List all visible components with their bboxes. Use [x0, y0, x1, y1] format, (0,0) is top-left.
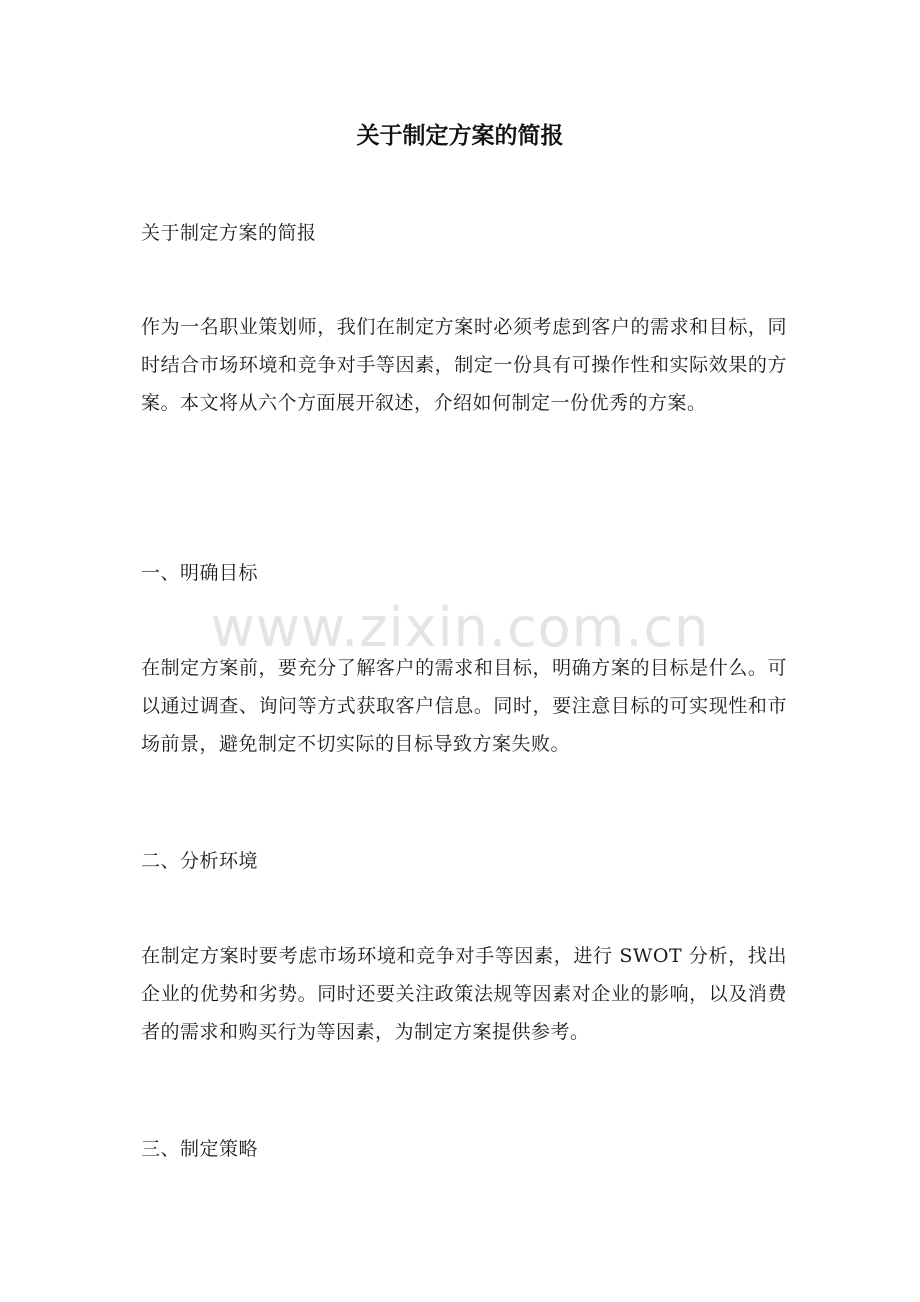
- section-heading-environment: 二、分析环境: [141, 850, 259, 872]
- intro-paragraph: 作为一名职业策划师，我们在制定方案时必须考虑到客户的需求和目标，同时结合市场环境和竞争对手等因素，制定一份具有可操作性和实际效果的方案。本文将从六个方面展开叙述，介绍如何制定一份优秀的方案。: [141, 316, 787, 414]
- section-body-goals: 在制定方案前，要充分了解客户的需求和目标，明确方案的目标是什么。可以通过调查、询问等方式获取客户信息。同时，要注意目标的可实现性和市场前景，避免制定不切实际的目标导致方案失败。: [141, 657, 787, 755]
- watermark: www.zixin.com.cn: [210, 596, 710, 659]
- section-heading-strategy: 三、制定策略: [141, 1138, 259, 1160]
- section-heading-goals: 一、明确目标: [141, 562, 259, 584]
- document-subtitle: 关于制定方案的简报: [141, 222, 317, 244]
- document-title: 关于制定方案的简报: [356, 122, 564, 149]
- section-body-environment: 在制定方案时要考虑市场环境和竞争对手等因素，进行 SWOT 分析，找出企业的优势和劣势。同时还要关注政策法规等因素对企业的影响，以及消费者的需求和购买行为等因素，为制定方案提供参考。: [141, 945, 787, 1043]
